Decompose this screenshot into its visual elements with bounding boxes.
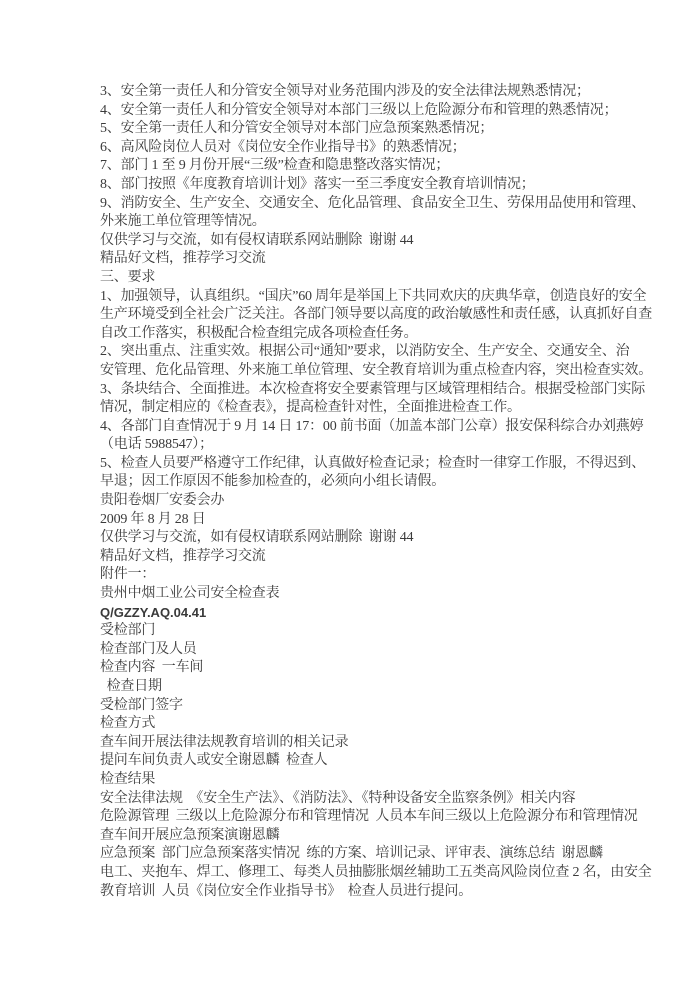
doc-line: 安管理、危化品管理、外来施工单位管理、安全教育培训为重点检查内容，突出检查实效。: [100, 362, 652, 378]
doc-line: 6、高风险岗位人员对《岗位安全作业指导书》的熟悉情况；: [100, 139, 466, 155]
doc-line: 精品好文档，推荐学习交流: [100, 251, 266, 267]
doc-line: 1、加强领导，认真组织。“国庆”60 周年是举国上下共同欢庆的庆典华章，创造良好的安全: [100, 288, 647, 304]
doc-line: 安全法律法规 《安全生产法》、《消防法》、《特种设备安全监察条例》相关内容: [100, 790, 576, 806]
doc-line: 三、要求: [100, 269, 156, 285]
doc-line: 危险源管理 三级以上危险源分布和管理情况 人员本车间三级以上危险源分布和管理情况: [100, 809, 638, 825]
doc-line: 贵阳卷烟厂安委会办: [100, 493, 225, 509]
document-body: [100, 83, 652, 901]
doc-line: 贵州中烟工业公司安全检查表: [100, 586, 280, 602]
doc-line: 9、消防安全、生产安全、交通安全、危化品管理、食品安全卫生、劳保用品使用和管理、: [100, 195, 645, 211]
doc-line: 5、检查人员要严格遵守工作纪律，认真做好检查记录；检查时一律穿工作服，不得迟到、: [100, 455, 645, 471]
doc-line: 提问车间负责人或安全谢恩麟 检查人: [100, 753, 328, 769]
doc-line: 仅供学习与交流，如有侵权请联系网站删除 谢谢 44: [100, 530, 414, 546]
doc-line: 受检部门签字: [100, 697, 183, 713]
doc-line: 查车间开展应急预案演谢恩麟: [100, 827, 280, 843]
doc-line: 早退；因工作原因不能参加检查的，必须向小组长请假。: [100, 474, 445, 490]
doc-line: 精品好文档，推荐学习交流: [100, 548, 266, 564]
doc-line: 2、突出重点、注重实效。根据公司“通知”要求，以消防安全、生产安全、交通安全、治: [100, 344, 630, 360]
doc-line: 8、部门按照《年度教育培训计划》落实一至三季度安全教育培训情况；: [100, 176, 535, 192]
doc-line: Q/GZZY.AQ.04.41: [100, 604, 207, 620]
doc-line: 3、条块结合、全面推进。本次检查将安全要素管理与区域管理相结合。根据受检部门实际: [100, 381, 645, 397]
doc-line: 自改工作落实，积极配合检查组完成各项检查任务。: [100, 325, 418, 341]
doc-line: 情况，制定相应的《检查表》，提高检查针对性，全面推进检查工作。: [100, 400, 521, 416]
doc-line: 3、安全第一责任人和分管安全领导对业务范围内涉及的安全法律法规熟悉情况；: [100, 84, 590, 99]
doc-line: （电话 5988547）；: [100, 437, 213, 453]
doc-line: 4、安全第一责任人和分管安全领导对本部门三级以上危险源分布和管理的熟悉情况；: [100, 102, 618, 118]
doc-line: 应急预案 部门应急预案落实情况 练的方案、培训记录、评审表、演练总结 谢恩麟: [100, 846, 603, 862]
doc-line: 外来施工单位管理等情况。: [100, 214, 266, 230]
doc-line: 生产环境受到全社会广泛关注。各部门领导要以高度的政治敏感性和责任感，认真抓好自查: [100, 307, 652, 323]
doc-line: 附件一：: [100, 567, 156, 583]
doc-line: 5、安全第一责任人和分管安全领导对本部门应急预案熟悉情况；: [100, 121, 494, 137]
doc-line: 检查部门及人员: [100, 641, 197, 657]
doc-line: 检查日期: [100, 679, 162, 694]
doc-line: 教育培训 人员《岗位安全作业指导书》 检查人员进行提问。: [100, 883, 472, 899]
doc-line: 检查结果: [100, 771, 156, 787]
doc-line: 查车间开展法律法规教育培训的相关记录: [100, 734, 349, 750]
doc-line: 电工、夹抱车、焊工、修理工、每类人员抽膨胀烟丝辅助工五类高风险岗位查 2 名，由安全: [100, 864, 652, 880]
doc-line: 2009 年 8 月 28 日: [100, 511, 206, 527]
doc-line: 4、各部门自查情况于 9 月 14 日 17：00 前书面（加盖本部门公章）报安保科综合办刘燕婷: [100, 418, 644, 434]
doc-line: 7、部门 1 至 9 月份开展“三级”检查和隐患整改落实情况；: [100, 158, 450, 174]
doc-line: 受检部门: [100, 623, 156, 639]
doc-line: 检查内容 一车间: [100, 660, 204, 676]
doc-line: 仅供学习与交流，如有侵权请联系网站删除 谢谢 44: [100, 232, 414, 248]
doc-line: 检查方式: [100, 716, 156, 732]
